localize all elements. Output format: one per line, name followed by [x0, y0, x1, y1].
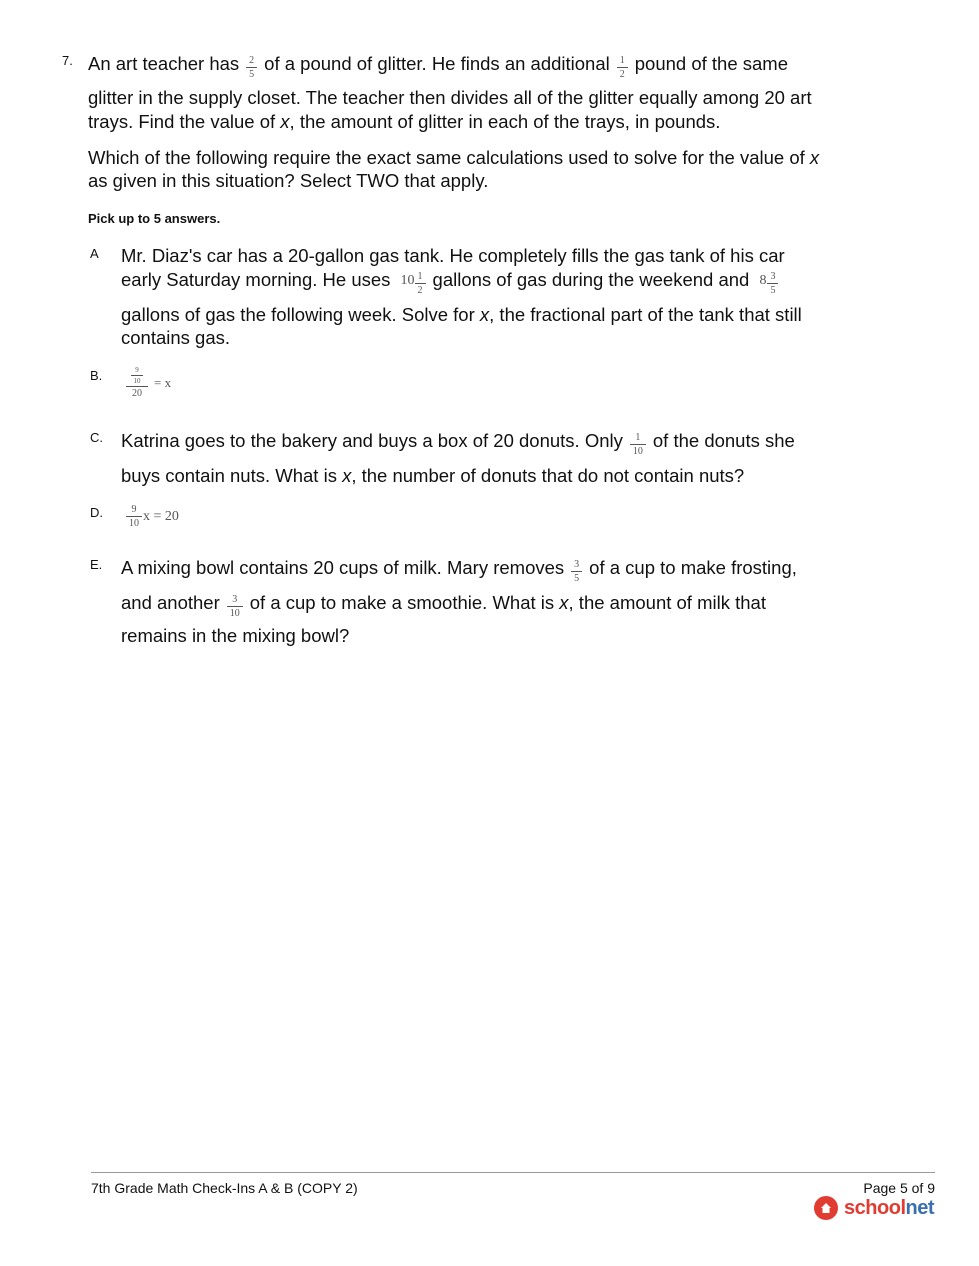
- option-text: gallons of gas the following week. Solve for: [121, 304, 480, 325]
- denominator: 2: [417, 284, 423, 296]
- numerator: 3: [770, 270, 776, 282]
- option-e-line-3[interactable]: remains in the mixing bowl?: [121, 625, 350, 646]
- option-e-letter[interactable]: E.: [90, 557, 103, 572]
- fraction-three-tenths: [227, 594, 243, 619]
- option-c-line-1[interactable]: [121, 429, 795, 455]
- numerator: 1: [635, 431, 641, 443]
- answer-instruction: Pick up to 5 answers.: [88, 211, 221, 226]
- option-c-line-2[interactable]: [121, 464, 744, 487]
- fraction-two-fifths: [246, 55, 257, 80]
- whole: 8: [759, 273, 767, 289]
- option-text: of a cup to make frosting,: [589, 557, 797, 578]
- prompt-line-1: [88, 146, 819, 169]
- footer-title: 7th Grade Math Check-Ins A & B (COPY 2): [91, 1180, 358, 1196]
- question-number: 7.: [62, 53, 73, 68]
- complex-fraction: [126, 366, 148, 399]
- denominator: 2: [619, 68, 625, 80]
- numerator: 3: [232, 593, 238, 605]
- option-b-letter[interactable]: B.: [90, 368, 103, 383]
- variable-x: x: [809, 147, 820, 168]
- logo-text: [844, 1197, 934, 1220]
- footer-page-number: Page 5 of 9: [863, 1180, 935, 1196]
- mixed-number-10-1-2: [400, 270, 433, 296]
- prompt-text: Which of the following require the exact same calculations used to solve for the value of: [88, 147, 810, 168]
- option-text: buys contain nuts. What is: [121, 465, 343, 486]
- option-a-letter[interactable]: A: [90, 246, 99, 261]
- inner-fraction: [131, 366, 144, 385]
- option-b-expression[interactable]: [126, 366, 171, 399]
- numerator: 9: [131, 504, 137, 515]
- fraction-three-fifths: [571, 559, 582, 584]
- option-a-line-4[interactable]: contains gas.: [121, 327, 231, 348]
- equation-rhs: x = 20: [143, 508, 179, 524]
- fraction-nine-tenths: [126, 504, 142, 529]
- option-text: , the number of donuts that do not contain nuts?: [351, 465, 745, 486]
- variable-x: x: [342, 465, 352, 486]
- option-a-line-1[interactable]: Mr. Diaz's car has a 20-gallon gas tank. He completely fills the gas tank of his car: [121, 245, 785, 266]
- fraction-one-half: [617, 55, 628, 80]
- option-text: gallons of gas during the weekend and: [432, 269, 750, 290]
- stem-text: trays. Find the value of: [88, 111, 281, 132]
- numerator: 9: [135, 366, 139, 374]
- option-e-line-2[interactable]: [121, 591, 766, 617]
- schoolnet-logo: [814, 1196, 934, 1220]
- question-stem-line-1: [88, 52, 788, 78]
- logo-text-net: net: [905, 1196, 934, 1219]
- option-text: Katrina goes to the bakery and buys a box of 20 donuts. Only: [121, 430, 623, 451]
- stem-text: of a pound of glitter. He finds an additional: [264, 53, 610, 74]
- denominator: 5: [249, 68, 255, 80]
- option-text: and another: [121, 592, 220, 613]
- denominator: 10: [129, 518, 139, 529]
- option-text: early Saturday morning. He uses: [121, 269, 391, 290]
- option-c-letter[interactable]: C.: [90, 430, 103, 445]
- option-text: of the donuts she: [652, 430, 795, 451]
- option-d-letter[interactable]: D.: [90, 505, 103, 520]
- option-a-line-3[interactable]: [121, 303, 802, 326]
- numerator: 3: [574, 558, 580, 570]
- denominator: 20: [132, 388, 142, 399]
- denominator: 10: [229, 607, 240, 619]
- home-icon: [814, 1196, 838, 1220]
- numerator: 1: [619, 54, 625, 66]
- denominator: 5: [574, 572, 580, 584]
- option-text: , the fractional part of the tank that still: [489, 304, 802, 325]
- option-text: , the amount of milk that: [568, 592, 766, 613]
- question-stem-line-3: [88, 110, 720, 133]
- option-a-line-2[interactable]: [121, 268, 785, 294]
- question-stem-line-2: glitter in the supply closet. The teacher then divides all of the glitter equally among 20 art: [88, 87, 812, 108]
- numerator: 1: [417, 270, 423, 282]
- variable-x: x: [280, 111, 290, 132]
- option-text: of a cup to make a smoothie. What is: [249, 592, 560, 613]
- option-e-line-1[interactable]: [121, 556, 797, 582]
- variable-x: x: [559, 592, 569, 613]
- logo-text-school: school: [844, 1196, 906, 1219]
- variable-x: x: [479, 304, 490, 325]
- denominator: 10: [133, 377, 141, 385]
- stem-text: , the amount of glitter in each of the trays, in pounds.: [289, 111, 721, 132]
- footer-divider: [91, 1172, 935, 1173]
- option-d-expression[interactable]: [126, 504, 179, 529]
- denominator: 5: [770, 284, 776, 296]
- fraction-one-tenth: [630, 432, 646, 457]
- mixed-number-8-3-5: [759, 270, 785, 296]
- fraction: [767, 271, 778, 296]
- whole: 10: [400, 273, 415, 289]
- fraction: [415, 271, 426, 296]
- stem-text: pound of the same: [634, 53, 788, 74]
- option-text: A mixing bowl contains 20 cups of milk. Mary removes: [121, 557, 565, 578]
- numerator: 2: [249, 54, 255, 66]
- denominator: 10: [632, 445, 643, 457]
- equation-rhs: = x: [154, 374, 172, 390]
- prompt-line-2: as given in this situation? Select TWO that apply.: [88, 170, 489, 191]
- stem-text: An art teacher has: [88, 53, 240, 74]
